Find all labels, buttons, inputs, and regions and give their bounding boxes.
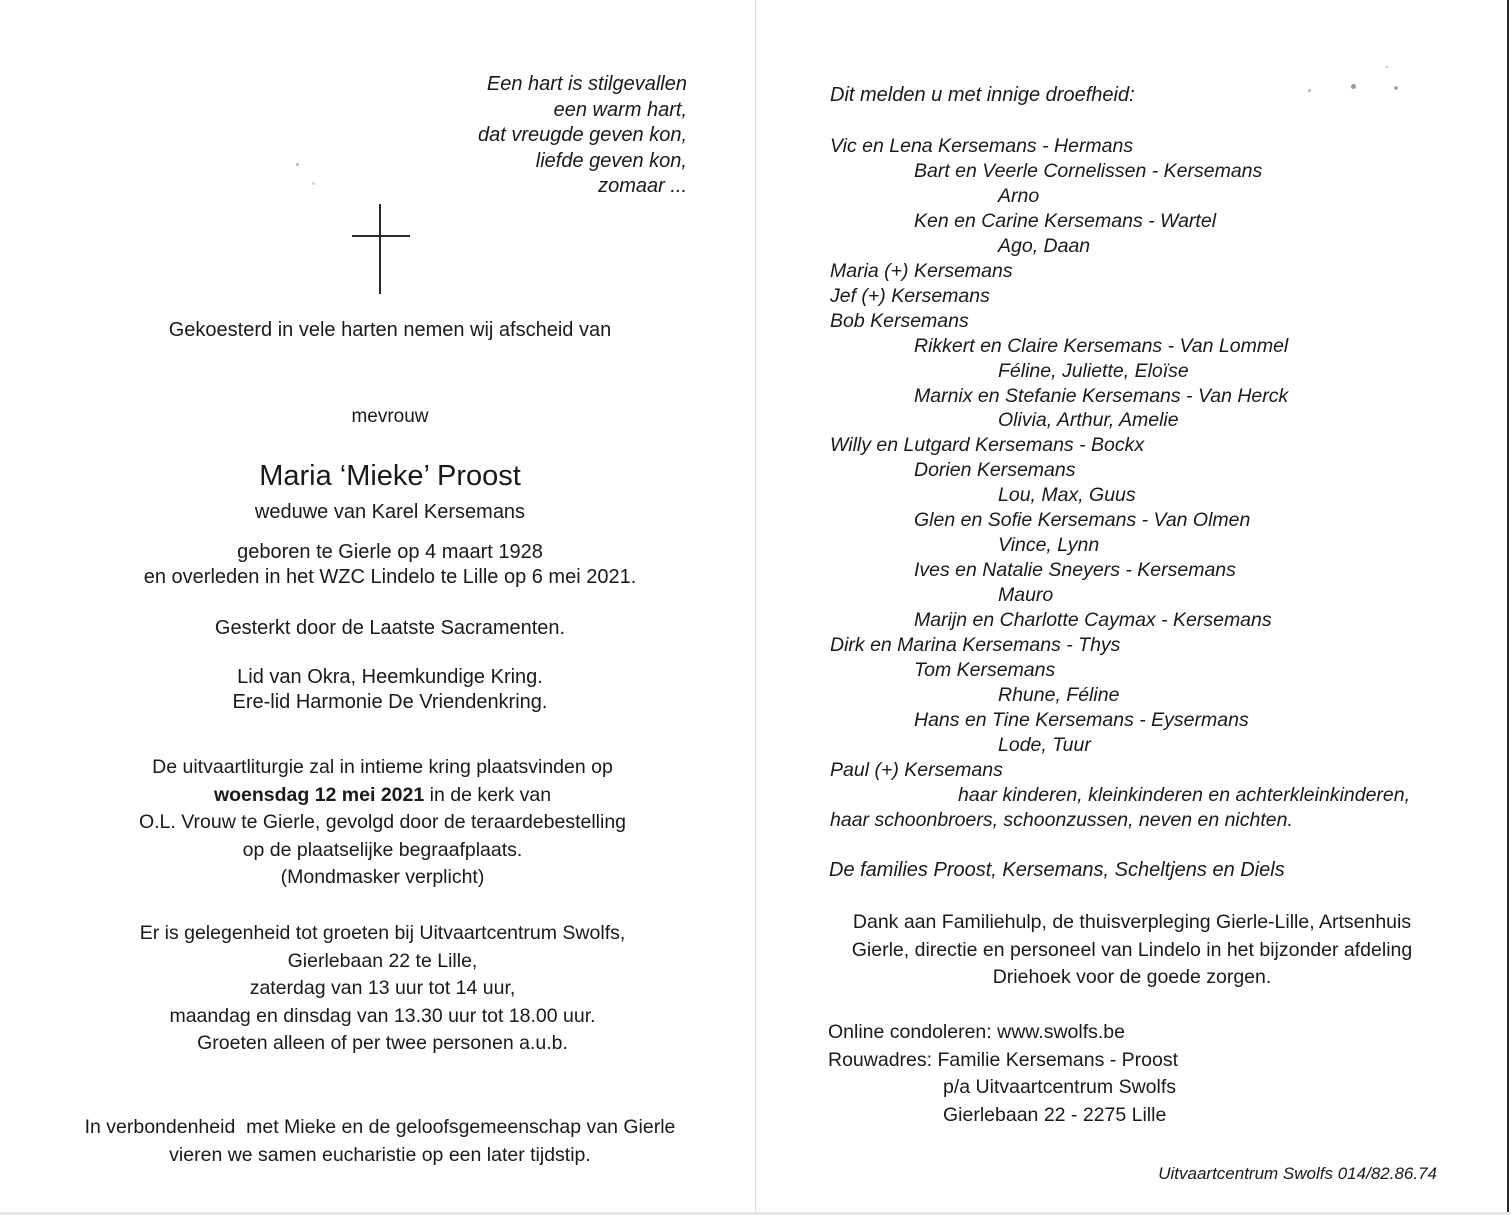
family-member: Mauro <box>998 584 1054 607</box>
birth-death <box>0 540 780 590</box>
family-list <box>830 134 1410 833</box>
family-member: Tom Kersemans <box>914 659 1056 682</box>
scan-speck <box>1394 86 1398 90</box>
visitation-info <box>0 920 765 1058</box>
visitation-line: maandag en dinsdag van 13.30 uur tot 18.00 uur. <box>169 1004 596 1027</box>
family-member: Vic en Lena Kersemans - Hermans <box>830 135 1134 157</box>
family-member: Dorien Kersemans <box>914 459 1076 482</box>
family-member: Bob Kersemans <box>830 309 969 332</box>
family-member: Olivia, Arthur, Amelie <box>998 409 1179 432</box>
scan-speck <box>1351 84 1356 89</box>
scan-speck <box>296 163 299 166</box>
sacraments: Gesterkt door de Laatste Sacramenten. <box>214 617 566 639</box>
family-member: Lou, Max, Guus <box>998 484 1136 507</box>
family-member: Marijn en Charlotte Caymax - Kersemans <box>914 609 1272 632</box>
family-summary: haar schoonbroers, schoonzussen, neven en nichten. <box>830 808 1293 831</box>
address-line: Gierlebaan 22 - 2275 Lille <box>943 1103 1167 1126</box>
membership-line: Ere-lid Harmonie De Vriendenkring. <box>232 691 548 713</box>
closing-line: vieren we samen eucharistie op een later tijdstip. <box>169 1143 591 1166</box>
address-line: p/a Uitvaartcentrum Swolfs <box>943 1076 1177 1098</box>
family-member: Féline, Juliette, Eloïse <box>998 359 1189 382</box>
funeral-church: in de kerk van <box>424 783 552 806</box>
poem-line: Een hart is stilgevallen <box>486 73 687 95</box>
family-member: Dirk en Marina Kersemans - Thys <box>830 634 1121 657</box>
family-member: Rhune, Féline <box>998 683 1120 706</box>
left-page <box>0 0 755 1215</box>
right-page <box>756 0 1511 1215</box>
family-member: Arno <box>998 184 1040 207</box>
thanks-line: Gierle, directie en personeel van Lindelo in het bijzonder afdeling <box>851 938 1413 961</box>
family-member: Glen en Sofie Kersemans - Van Olmen <box>914 509 1251 532</box>
funeral-line: De uitvaartliturgie zal in intieme kring plaatsvinden op <box>152 756 613 778</box>
family-member: Rikkert en Claire Kersemans - Van Lommel <box>914 334 1289 357</box>
family-summary: haar kinderen, kleinkinderen en achterkleinkinderen, <box>958 783 1411 806</box>
family-member: Ago, Daan <box>998 234 1091 257</box>
visitation-line: Groeten alleen of per twee personen a.u.b. <box>197 1032 568 1054</box>
funeral-line: O.L. Vrouw te Gierle, gevolgd door de teraardebestelling <box>138 811 627 833</box>
membership-line: Lid van Okra, Heemkundige Kring. <box>237 666 543 688</box>
family-member: Ives en Natalie Sneyers - Kersemans <box>914 559 1236 582</box>
intro-text: Gekoesterd in vele harten nemen wij afscheid van <box>168 319 612 341</box>
death-line: en overleden in het WZC Lindelo te Lille op 6 mei 2021. <box>143 566 637 588</box>
closing-text <box>0 1114 760 1169</box>
family-member: Paul (+) Kersemans <box>830 758 1003 781</box>
poem-line: liefde geven kon, <box>535 149 687 172</box>
thanks-line: Driehoek voor de goede zorgen. <box>992 966 1272 988</box>
birth-line: geboren te Gierle op 4 maart 1928 <box>237 541 543 563</box>
visitation-line: Er is gelegenheid tot groeten bij Uitvaartcentrum Swolfs, <box>139 922 626 944</box>
family-member: Hans en Tine Kersemans - Eysermans <box>914 708 1249 731</box>
family-member: Bart en Veerle Cornelissen - Kersemans <box>914 159 1263 182</box>
poem <box>478 72 687 200</box>
family-member: Maria (+) Kersemans <box>830 259 1013 282</box>
visitation-line: zaterdag van 13 uur tot 14 uur, <box>249 977 516 999</box>
family-member: Willy en Lutgard Kersemans - Bockx <box>830 434 1145 457</box>
funeral-line: op de plaatselijke begraafplaats. <box>242 838 523 861</box>
cross-icon <box>352 204 410 294</box>
salutation: mevrouw <box>351 406 429 427</box>
family-member: Marnix en Stefanie Kersemans - Van Herck <box>914 384 1289 407</box>
funeral-info <box>0 754 765 892</box>
announcement: Dit melden u met innige droefheid: <box>830 84 1135 106</box>
closing-line: In verbondenheid met Mieke en de geloofsgemeenschap van Gierle <box>84 1116 676 1138</box>
contact-info <box>828 1019 1178 1129</box>
membership <box>0 665 780 715</box>
poem-line: zomaar ... <box>598 175 687 197</box>
widow-of: weduwe van Karel Kersemans <box>254 501 526 523</box>
families-line: De families Proost, Kersemans, Scheltjens en Diels <box>829 859 1285 881</box>
funeral-line: (Mondmasker verplicht) <box>280 866 485 888</box>
poem-line: dat vreugde geven kon, <box>477 124 687 146</box>
family-member: Vince, Lynn <box>998 534 1100 557</box>
family-member: Lode, Tuur <box>998 733 1091 756</box>
funeral-date: woensdag 12 mei 2021 <box>213 783 425 806</box>
online-condolences: Online condoleren: www.swolfs.be <box>828 1021 1125 1043</box>
scan-speck <box>1386 66 1388 68</box>
scan-speck <box>1308 89 1311 92</box>
deceased-name: Maria ‘Mieke’ Proost <box>259 460 521 492</box>
poem-line: een warm hart, <box>553 98 687 121</box>
thanks-line: Dank aan Familiehulp, de thuisverpleging Gierle-Lille, Artsenhuis <box>852 911 1412 933</box>
scan-speck <box>312 182 315 185</box>
family-member: Ken en Carine Kersemans - Wartel <box>914 209 1217 232</box>
funeral-date-line <box>0 782 765 810</box>
visitation-line: Gierlebaan 22 te Lille, <box>287 949 478 972</box>
funeral-home-footer: Uitvaartcentrum Swolfs 014/82.86.74 <box>1158 1164 1437 1183</box>
thanks-text <box>756 909 1508 992</box>
mourning-address-label: Rouwadres: Familie Kersemans - Proost <box>828 1048 1179 1071</box>
family-member: Jef (+) Kersemans <box>830 284 990 307</box>
